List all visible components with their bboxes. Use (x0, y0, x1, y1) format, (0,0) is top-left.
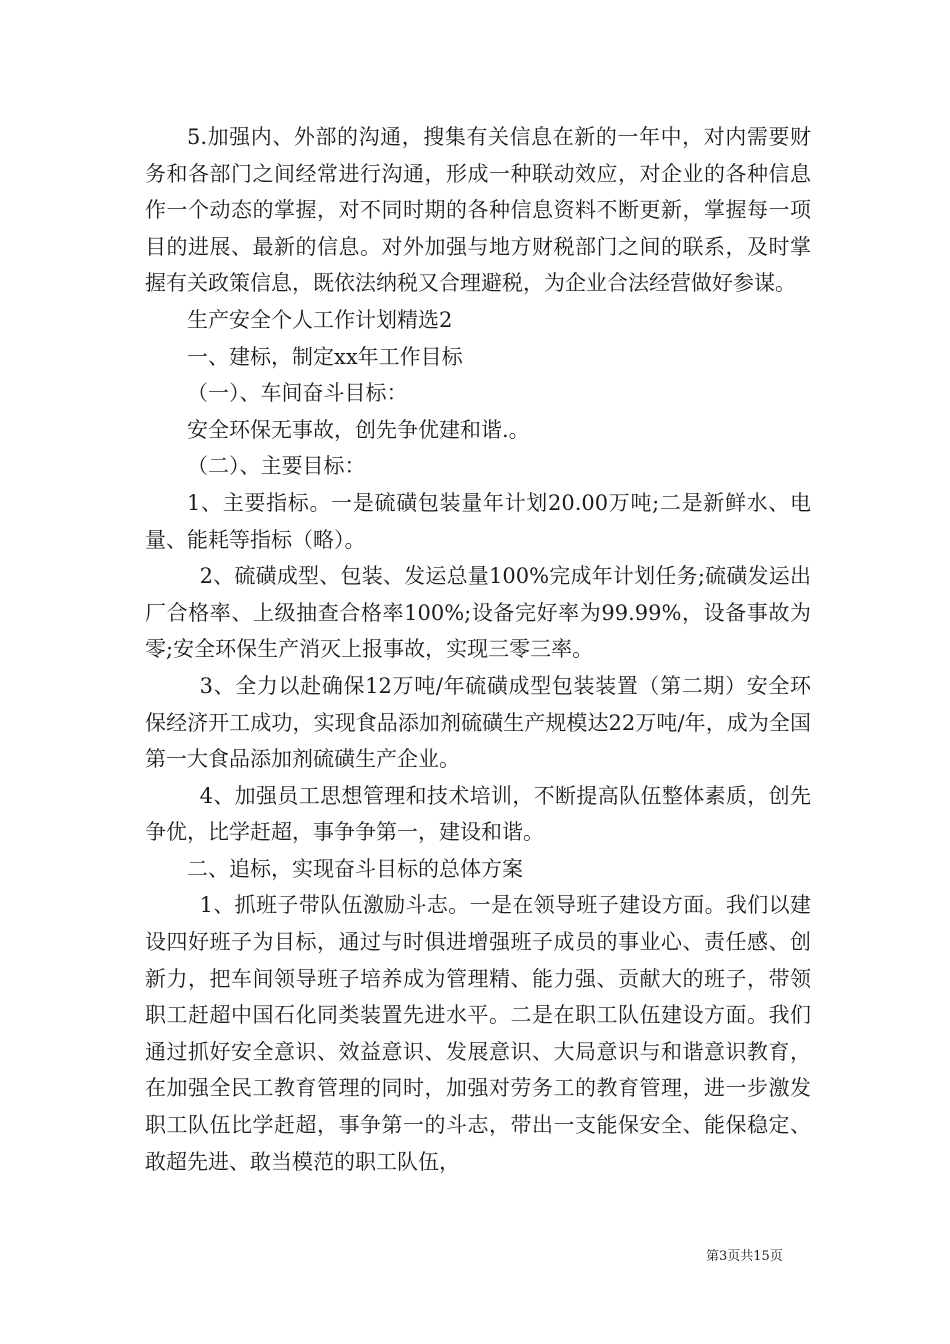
paragraph-completion-rates: 2、硫磺成型、包装、发运总量100%完成年计划任务;硫磺发运出厂合格率、上级抽查合格率100%;设备完好率为99.99%，设备事故为零;安全环保生产消灭上报事故，实现三零三率。 (145, 564, 811, 662)
paragraph-team-building: 1、抓班子带队伍激励斗志。一是在领导班子建设方面。我们以建设四好班子为目标，通过与时俱进增强班子成员的事业心、责任感、创新力，把车间领导班子培养成为管理精、能力强、贡献大的班子，带领职工赶超中国石化同类装置先进水平。二是在职工队伍建设方面。我们通过抓好安全意识、效益意识、发展意识、大局意识与和谐意识教育，在加强全民工教育管理的同时，加强对劳务工的教育管理，进一步激发职工队伍比学赶超，事争第一的斗志，带出一支能保安全、能保稳定、敢超先进、敢当模范的职工队伍， (145, 893, 811, 1174)
paragraph-communication: 5.加强内、外部的沟通，搜集有关信息在新的一年中，对内需要财务和各部门之间经常进行沟通，形成一种联动效应，对企业的各种信息作一个动态的掌握，对不同时期的各种信息资料不断更新，掌握每一项目的进展、最新的信息。对外加强与地方财税部门之间的联系，及时掌握有关政策信息，既依法纳税又合理避税，为企业合法经营做好参谋。 (145, 125, 811, 296)
paragraph-main-indicators: 1、主要指标。一是硫磺包装量年计划20.00万吨;二是新鲜水、电量、能耗等指标（略）。 (145, 490, 811, 552)
section-title-plan-2: 生产安全个人工作计划精选2 (187, 307, 453, 332)
subheading-main-goals: （二）、主要目标： (187, 454, 366, 479)
paragraph-phase-two: 3、全力以赴确保12万吨/年硫磺成型包装装置（第二期）安全环保经济开工成功，实现食品添加剂硫磺生产规模达22万吨/年，成为全国第一大食品添加剂硫磺生产企业。 (145, 673, 811, 772)
heading-overall-plan: 二、追标，实现奋斗目标的总体方案 (187, 856, 523, 881)
document-body (145, 119, 811, 1180)
page-number-footer: 第3页共15页 (706, 1249, 783, 1264)
subheading-workshop-goal: （一）、车间奋斗目标： (187, 381, 408, 406)
paragraph-training: 4、加强员工思想管理和技术培训，不断提高队伍整体素质，创先争优，比学赶超，事争争第一，建设和谐。 (145, 783, 811, 845)
paragraph-workshop-goal: 安全环保无事故，创先争优建和谐.。 (187, 417, 530, 442)
heading-set-targets: 一、建标，制定xx年工作目标 (187, 344, 463, 369)
